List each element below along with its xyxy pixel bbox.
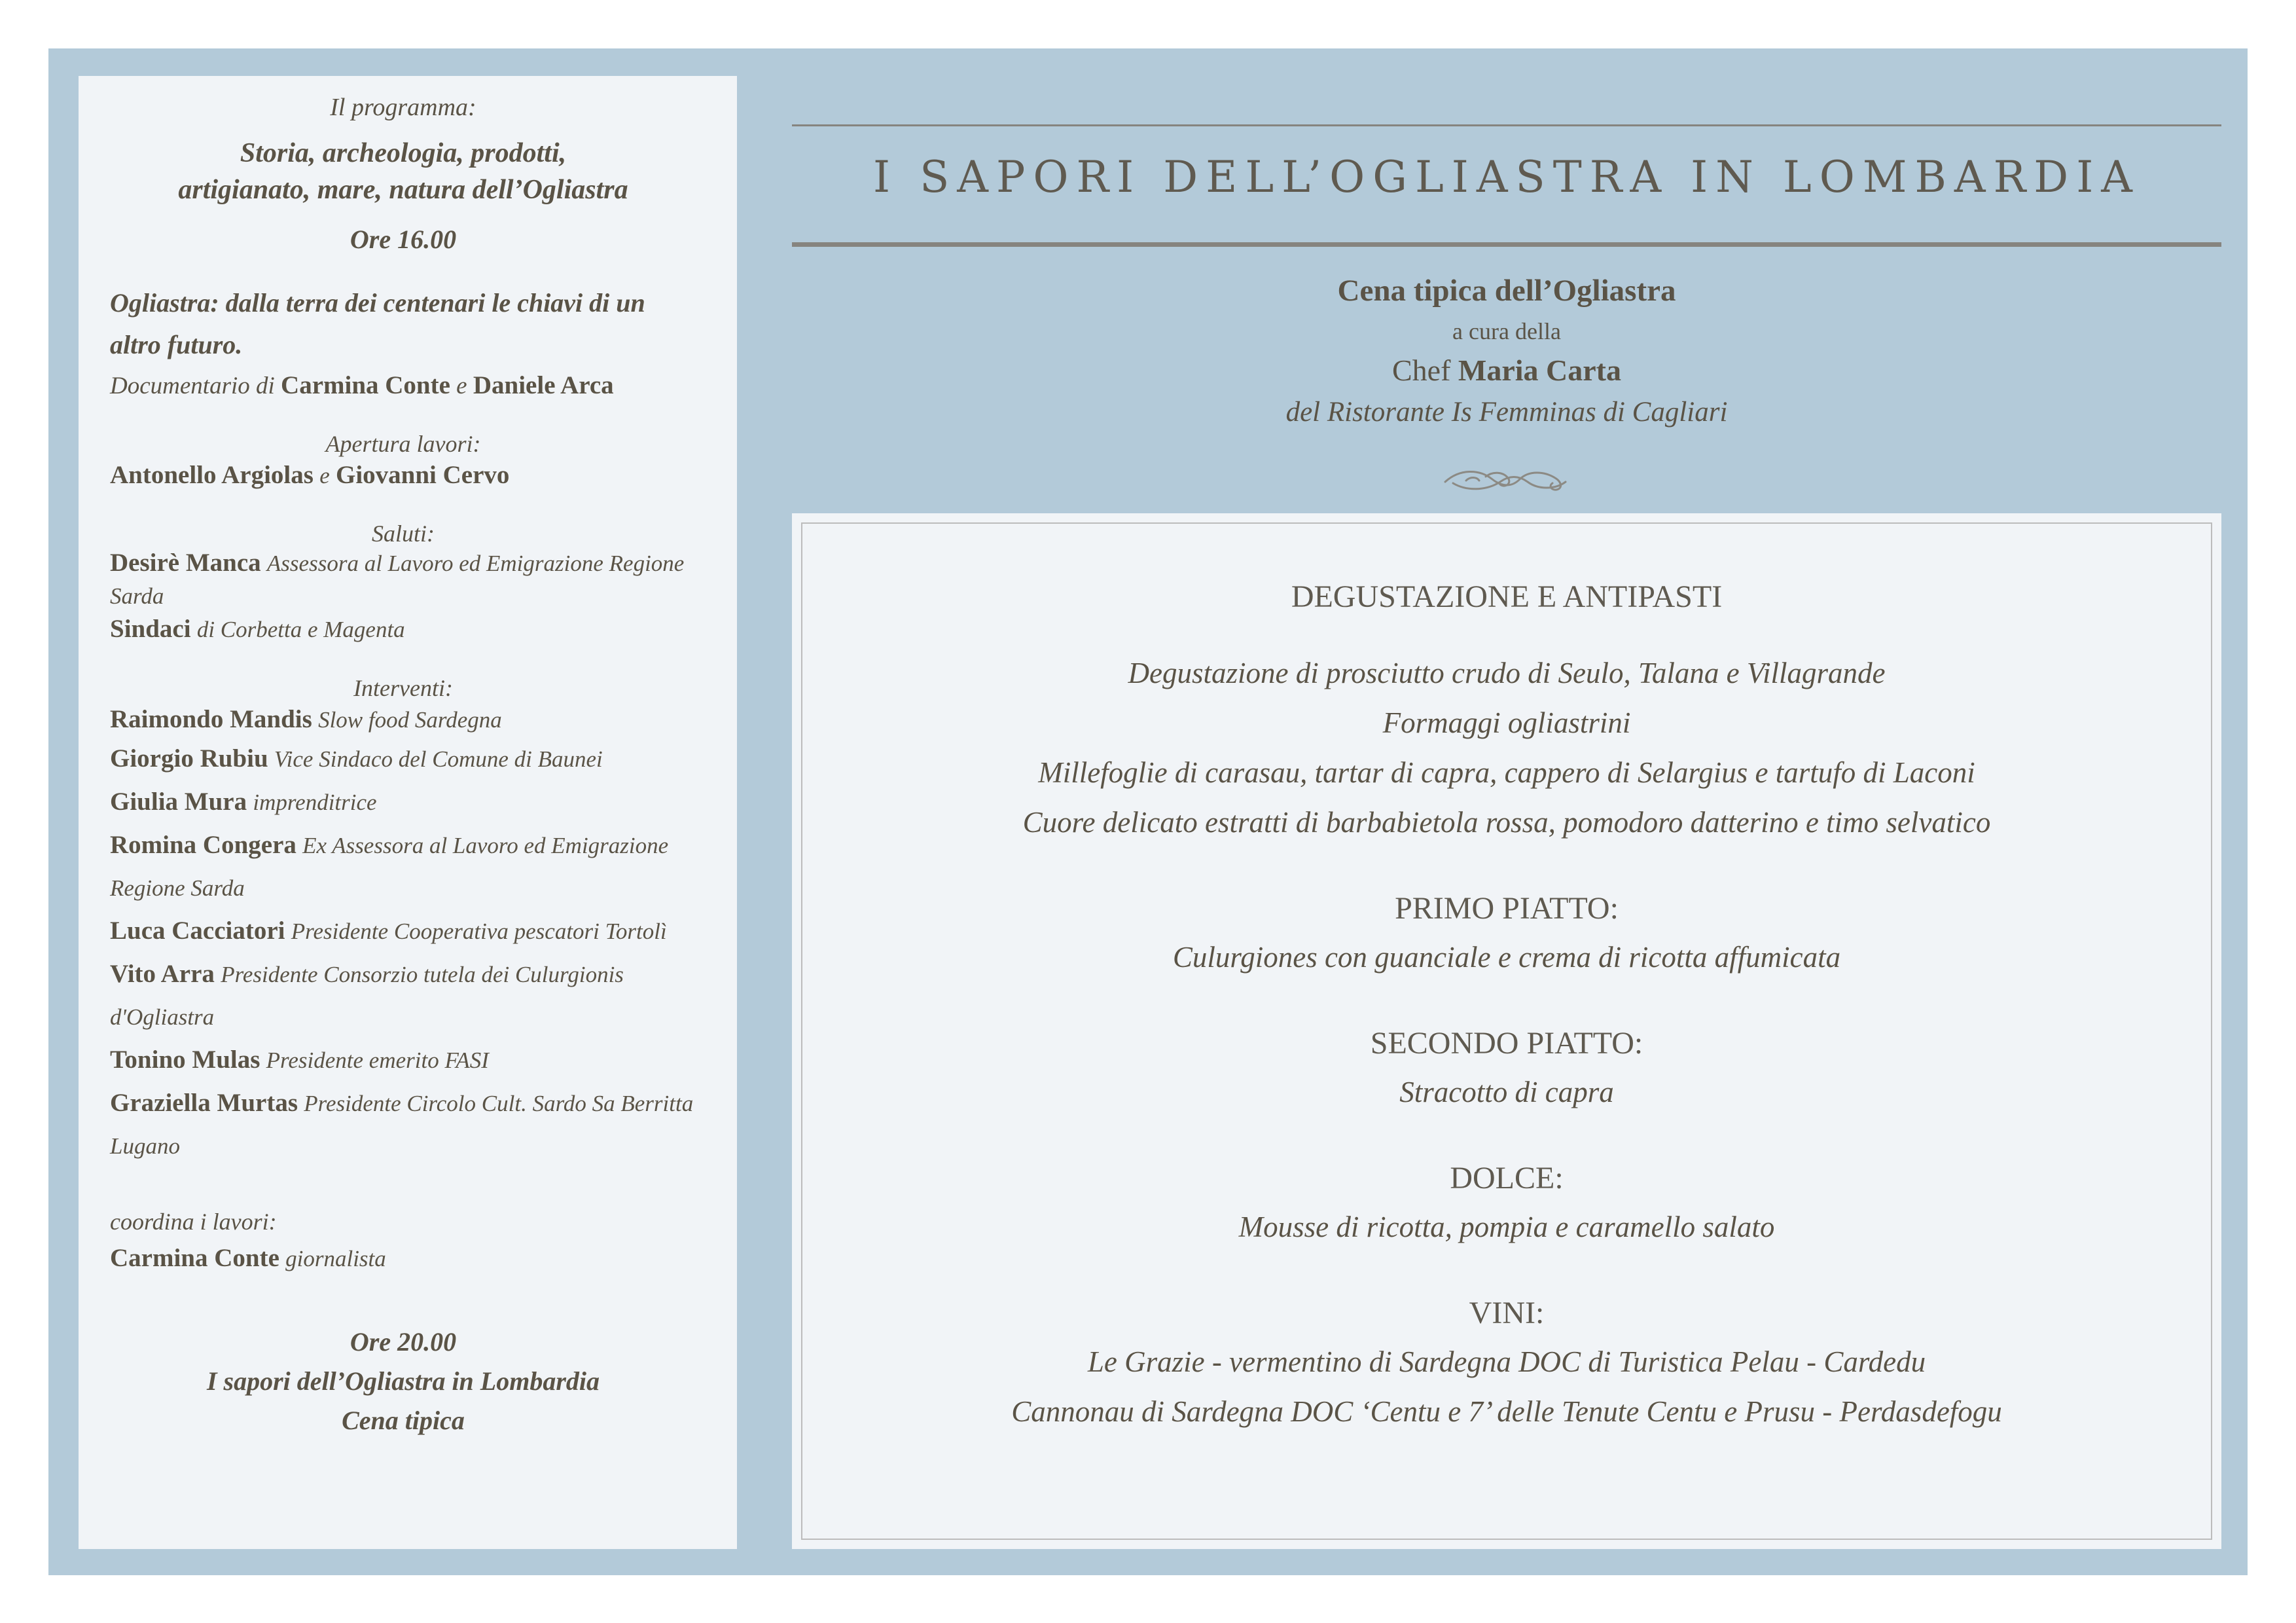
flourish-ornament-icon: [1440, 462, 1571, 499]
course-items: [802, 648, 2211, 847]
speaker-name: Vito Arra: [110, 960, 215, 988]
opening-speaker-2: Giovanni Cervo: [335, 461, 510, 489]
speaker-name: Giorgio Rubiu: [110, 744, 268, 773]
greeting-item: [110, 547, 696, 613]
program-theme-line-1: Storia, archeologia, prodotti,: [240, 138, 567, 168]
main-title: I SAPORI DELL’OGLIASTRA IN LOMBARDIA: [873, 152, 2140, 202]
speaker-name: Romina Congera: [110, 831, 296, 859]
afternoon-time: Ore 16.00: [350, 225, 457, 254]
menu-item: Cannonau di Sardegna DOC ‘Centu e 7’ delle Tenute Centu e Prusu - Perdasdefogu: [1011, 1395, 2002, 1428]
greeting-name: Sindaci: [110, 615, 191, 643]
course-heading: DOLCE:: [1450, 1161, 1564, 1195]
opening-speakers: [110, 458, 696, 493]
course-heading: PRIMO PIATTO:: [1395, 891, 1619, 926]
opening-heading: Apertura lavori:: [325, 431, 481, 457]
dinner-info: [792, 270, 2221, 433]
speaker-item: [110, 702, 696, 737]
program-panel: [79, 76, 737, 1549]
dinner-curated-by: a cura della: [1452, 318, 1561, 344]
course-heading: DEGUSTAZIONE E ANTIPASTI: [1291, 579, 1723, 614]
evening-time: Ore 20.00: [350, 1327, 457, 1357]
opening-and: e: [319, 463, 330, 488]
speaker-name: Tonino Mulas: [110, 1046, 260, 1074]
dinner-chef: [792, 350, 2221, 392]
documentary-title: Ogliastra: dalla terra dei centenari le chiavi di un altro futuro.: [110, 288, 645, 359]
menu-item: Mousse di ricotta, pompia e caramello salato: [1238, 1211, 1775, 1243]
header-rule-bottom: [792, 242, 2221, 247]
coordinator: [110, 1243, 696, 1273]
greetings-heading: Saluti:: [372, 520, 435, 547]
evening-block: [110, 1322, 696, 1440]
documentary-author-2: Daniele Arca: [473, 371, 614, 399]
greeting-item: [110, 613, 696, 646]
course-items: [802, 1337, 2211, 1436]
speaker-item: [110, 737, 696, 780]
menu-item: Cuore delicato estratti di barbabietola rossa, pomodoro datterino e timo selvatico: [1022, 806, 1991, 839]
speaker-role: Vice Sindaco del Comune di Baunei: [274, 746, 603, 772]
coordinator-name: Carmina Conte: [110, 1244, 279, 1272]
documentary-and: e: [456, 373, 467, 399]
speaker-name: Giulia Mura: [110, 788, 247, 816]
greeting-role: Assessora al Lavoro ed Emigrazione Regione Sarda: [110, 551, 685, 609]
coordinator-heading: coordina i lavori:: [110, 1209, 277, 1235]
speaker-item: [110, 824, 696, 909]
speaker-role: Slow food Sardegna: [318, 707, 502, 733]
program-theme: [110, 135, 696, 208]
program-intro: Il programma:: [330, 94, 476, 121]
greeting-role: di Corbetta e Magenta: [196, 617, 405, 642]
speaker-item: [110, 909, 696, 953]
speeches-heading: Interventi:: [353, 675, 453, 701]
coordinator-role: giornalista: [285, 1246, 386, 1271]
menu-item: Stracotto di capra: [1399, 1076, 1614, 1108]
header-rule-top: [792, 124, 2221, 126]
menu-item: Millefoglie di carasau, tartar di capra, cappero di Selargius e tartufo di Laconi: [1038, 756, 1975, 789]
chef-name: Maria Carta: [1458, 354, 1621, 387]
speaker-name: Luca Cacciatori: [110, 917, 285, 945]
speaker-role: Presidente emerito FASI: [266, 1048, 489, 1073]
chef-prefix: Chef: [1392, 354, 1451, 387]
dinner-restaurant: del Ristorante Is Femminas di Cagliari: [1285, 397, 1728, 428]
course-items: [802, 1202, 2211, 1252]
menu-frame: [801, 522, 2212, 1540]
speaker-item: [110, 1038, 696, 1082]
course-items: [802, 1067, 2211, 1117]
documentary-prefix: Documentario di: [110, 373, 275, 399]
menu-item: Culurgiones con guanciale e crema di ricotta affumicata: [1172, 941, 1841, 974]
speaker-item: [110, 953, 696, 1038]
evening-title: I sapori dell’Ogliastra in Lombardia: [206, 1366, 600, 1396]
greeting-name: Desirè Manca: [110, 549, 261, 577]
speaker-role: Ex Assessora al Lavoro ed Emigrazione Regione Sarda: [110, 833, 669, 901]
dinner-title: Cena tipica dell’Ogliastra: [1337, 274, 1676, 308]
documentary-credits: [110, 367, 696, 405]
menu-item: Le Grazie - vermentino di Sardegna DOC di Turistica Pelau - Cardedu: [1087, 1345, 1926, 1378]
speaker-role: Presidente Cooperativa pescatori Tortolì: [291, 919, 667, 944]
menu-item: Degustazione di prosciutto crudo di Seulo, Talana e Villagrande: [1128, 657, 1886, 689]
speaker-name: Raimondo Mandis: [110, 705, 312, 733]
speaker-name: Graziella Murtas: [110, 1089, 298, 1117]
course-heading: SECONDO PIATTO:: [1370, 1026, 1643, 1061]
program-theme-line-2: artigianato, mare, natura dell’Ogliastra: [178, 175, 628, 205]
opening-speaker-1: Antonello Argiolas: [110, 461, 314, 489]
speaker-item: [110, 780, 696, 824]
menu-panel: [792, 513, 2221, 1549]
speaker-role: Presidente Circolo Cult. Sardo Sa Berritta Lugano: [110, 1091, 694, 1159]
speaker-role: Presidente Consorzio tutela dei Culurgionis d'Ogliastra: [110, 962, 624, 1030]
course-heading: VINI:: [1469, 1296, 1545, 1330]
documentary-author-1: Carmina Conte: [281, 371, 450, 399]
course-items: [802, 932, 2211, 982]
evening-subtitle: Cena tipica: [342, 1406, 465, 1435]
speaker-item: [110, 1082, 696, 1167]
menu-item: Formaggi ogliastrini: [1382, 706, 1631, 739]
speaker-role: imprenditrice: [253, 790, 377, 815]
